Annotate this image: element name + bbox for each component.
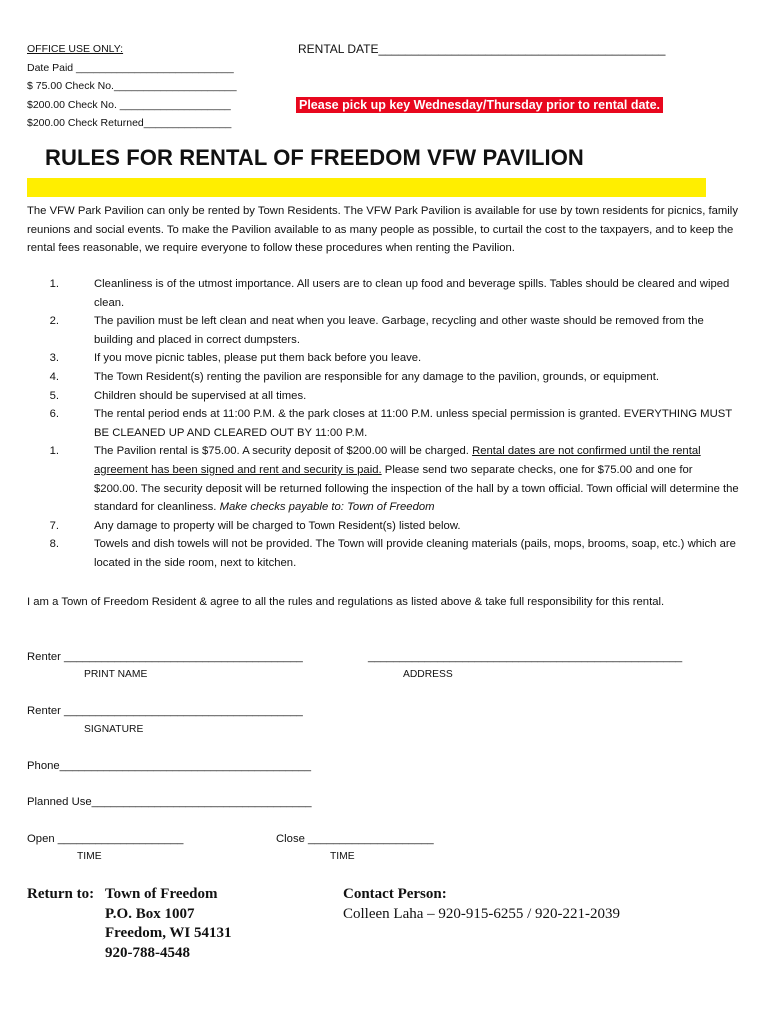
contact-label: Contact Person: bbox=[343, 886, 447, 902]
rule-item bbox=[27, 442, 739, 516]
rule-number: 2. bbox=[49, 315, 59, 328]
check-200-line: $200.00 Check No. ___________________ bbox=[27, 98, 231, 111]
rule-number: 5. bbox=[49, 389, 59, 402]
rule-item bbox=[27, 535, 739, 572]
rule-text: Towels and dish towels will not be provided. The Town will provide cleaning materials (pails, mops, brooms, soap, etc.) which are located in the side room, next to kitchen. bbox=[94, 538, 736, 569]
renter-name-field[interactable]: Renter ______________________________________ bbox=[27, 651, 303, 663]
contact-text: Colleen Laha – 920-915-6255 / 920-221-2039 bbox=[343, 905, 621, 922]
rule-number: 6. bbox=[49, 408, 59, 421]
return-line-2: P.O. Box 1007 bbox=[105, 905, 195, 922]
close-time-label: TIME bbox=[330, 851, 355, 862]
office-use-block bbox=[27, 40, 237, 133]
signature-label: SIGNATURE bbox=[84, 724, 144, 735]
return-address bbox=[105, 885, 232, 963]
rule-text: The rental period ends at 11:00 P.M. & the park closes at 11:00 P.M. unless special permission is granted. EVERYTHING MUST BE CLEANED UP AND CLEARED OUT BY 11:00 P.M. bbox=[94, 408, 732, 439]
rule-item bbox=[27, 387, 739, 406]
rules-list bbox=[27, 275, 739, 573]
return-line-1: Town of Freedom bbox=[105, 886, 218, 902]
date-paid-line: Date Paid ___________________________ bbox=[27, 61, 234, 74]
print-name-label: PRINT NAME bbox=[84, 669, 148, 680]
rule-text: The Pavilion rental is $75.00. A security deposit of $200.00 will be charged. Rental dates are not confirmed until the rental agreement has been signed and rent and security is paid. Please send two separate checks, one for $75.00 and one for $200.00. The security deposit will be returned following the inspection of the hall by a town official. Town official will determine the standard for cleanliness. Make checks payable to: Town of Freedom bbox=[94, 445, 739, 514]
rule-item bbox=[27, 275, 739, 312]
rule-text: Any damage to property will be charged to Town Resident(s) listed below. bbox=[94, 519, 461, 532]
phone-field[interactable]: Phone________________________________________ bbox=[27, 760, 311, 772]
office-use-heading: OFFICE USE ONLY: bbox=[27, 43, 124, 55]
agreement-paragraph: I am a Town of Freedom Resident & agree to all the rules and regulations as listed above & take full responsibility for this rental. bbox=[27, 596, 665, 608]
rule-text: If you move picnic tables, please put them back before you leave. bbox=[94, 352, 422, 365]
open-time-field[interactable]: Open ____________________ bbox=[27, 833, 184, 845]
rule-number: 7. bbox=[49, 519, 59, 532]
rule-item bbox=[27, 405, 739, 442]
rule-number: 4. bbox=[49, 370, 59, 383]
rule-number: 1. bbox=[49, 445, 59, 458]
rule-text: Cleanliness is of the utmost importance. All users are to clean up food and beverage spills. Tables should be cleared and wiped clean. bbox=[94, 278, 730, 309]
rule-text: The Town Resident(s) renting the pavilion are responsible for any damage to the pavilion, grounds, or equipment. bbox=[94, 370, 659, 383]
rule-item bbox=[27, 368, 739, 387]
return-line-3: Freedom, WI 54131 bbox=[105, 925, 232, 941]
rule-number: 3. bbox=[49, 352, 59, 365]
intro-paragraph: The VFW Park Pavilion can only be rented by Town Residents. The VFW Park Pavilion is available for use by town residents for picnics, family reunions and social events. To make the Pavilion available to as many people as possible, to curtail the cost to the taxpayers, and to keep the rental fees reasonable, we require everyone to follow these procedures when renting the Pavilion. bbox=[27, 205, 738, 255]
rule-underlined-text: Rental dates are not confirmed until the rental agreement has been signed and rent and security is paid. bbox=[94, 445, 701, 476]
rule-italic-text: Make checks payable to: Town of Freedom bbox=[219, 501, 435, 514]
highlight-bar bbox=[27, 178, 706, 197]
return-line-4: 920-788-4548 bbox=[105, 944, 190, 961]
check-returned-line: $200.00 Check Returned_______________ bbox=[27, 117, 232, 129]
contact-block bbox=[343, 885, 620, 924]
rule-number: 1. bbox=[49, 278, 59, 290]
open-time-label: TIME bbox=[77, 851, 102, 862]
rule-item bbox=[27, 349, 739, 368]
rule-item bbox=[27, 312, 739, 349]
renter-signature-field[interactable]: Renter ______________________________________ bbox=[27, 705, 303, 717]
key-pickup-notice: Please pick up key Wednesday/Thursday prior to rental date. bbox=[296, 97, 663, 113]
page-title: RULES FOR RENTAL OF FREEDOM VFW PAVILION bbox=[45, 145, 584, 170]
address-label: ADDRESS bbox=[403, 669, 453, 680]
rule-item bbox=[27, 517, 739, 536]
rental-date-line: RENTAL DATE___________________________________________ bbox=[298, 42, 666, 56]
rule-text: Children should be supervised at all times. bbox=[94, 389, 307, 402]
return-to-label: Return to: bbox=[27, 886, 95, 902]
planned-use-field[interactable]: Planned Use___________________________________ bbox=[27, 796, 312, 808]
address-field[interactable]: __________________________________________________ bbox=[368, 651, 683, 663]
rule-text: The pavilion must be left clean and neat when you leave. Garbage, recycling and other waste should be removed from the building and placed in correct dumpsters. bbox=[94, 315, 704, 346]
close-time-field[interactable]: Close ____________________ bbox=[276, 833, 434, 845]
rule-number: 8. bbox=[49, 538, 59, 551]
check-75-line: $ 75.00 Check No._____________________ bbox=[27, 80, 237, 92]
